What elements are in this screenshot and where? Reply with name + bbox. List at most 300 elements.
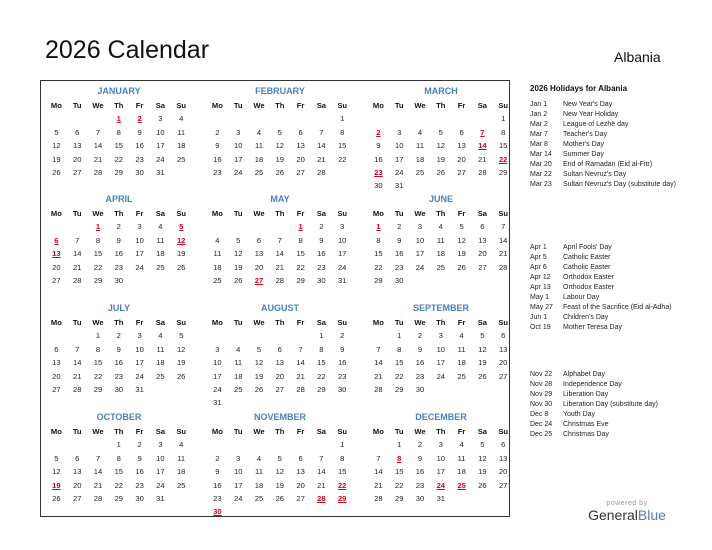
holiday-date: Mar 2 [530, 121, 548, 128]
weekday-header: Su [498, 101, 509, 110]
day-cell: 3 [158, 440, 163, 450]
empty-cell [472, 112, 493, 125]
weekday-header: Su [176, 318, 187, 327]
empty-cell [67, 329, 88, 342]
weekday-header: Mo [372, 101, 384, 110]
holiday-date: Jan 1 [530, 101, 548, 108]
month-october [46, 411, 192, 505]
day-cell: 18 [254, 480, 264, 490]
weekday-header: Sa [316, 318, 327, 327]
holiday-item [530, 263, 702, 273]
day-cell: 7 [319, 453, 324, 463]
day-cell: 13 [72, 141, 82, 151]
holiday-item [530, 430, 702, 440]
day-cell: 19 [176, 249, 186, 259]
day-cell: 18 [457, 467, 466, 477]
day-cell: 24 [233, 493, 243, 503]
holiday-day-cell: 28 [317, 493, 326, 503]
month-grid [46, 316, 192, 396]
day-cell: 17 [415, 249, 425, 259]
weekday-header: We [414, 209, 426, 218]
month-march [368, 85, 514, 193]
day-cell: 9 [137, 127, 142, 137]
day-cell: 22 [337, 154, 347, 164]
day-cell: 4 [417, 127, 423, 137]
day-cell: 10 [233, 467, 243, 477]
holiday-day-cell: 13 [52, 249, 61, 259]
holiday-list [530, 84, 702, 438]
day-cell: 15 [374, 249, 383, 259]
day-cell: 3 [158, 114, 163, 124]
holiday-date: Dec 8 [530, 411, 549, 418]
holiday-day-cell: 19 [52, 480, 61, 490]
day-cell: 29 [93, 275, 103, 285]
weekday-header: Sa [316, 427, 327, 436]
day-cell: 26 [457, 262, 466, 272]
day-cell: 26 [254, 384, 264, 394]
holiday-name: League of Lezhë day [563, 121, 629, 128]
day-cell: 16 [114, 249, 124, 259]
holiday-name: Labour Day [563, 294, 600, 301]
holiday-date: Apr 13 [530, 284, 551, 291]
day-cell: 1 [397, 440, 402, 450]
day-cell: 6 [501, 440, 506, 450]
day-cell: 8 [95, 344, 101, 354]
brand-logo [582, 500, 672, 523]
day-cell: 6 [75, 453, 80, 463]
day-cell: 27 [72, 493, 82, 503]
day-cell: 9 [417, 344, 423, 354]
holiday-date: May 27 [530, 304, 553, 311]
country-label: Albania [614, 49, 661, 65]
day-cell: 28 [93, 493, 103, 503]
weekday-header: Fr [135, 101, 144, 110]
weekday-header: We [253, 101, 265, 110]
day-cell: 10 [135, 344, 144, 354]
day-cell: 4 [256, 453, 262, 463]
holiday-date: Dec 25 [530, 431, 553, 438]
holiday-date: Mar 20 [530, 161, 552, 168]
month-name: AUGUST [261, 303, 299, 313]
day-cell: 13 [478, 235, 487, 245]
day-cell: 31 [337, 275, 347, 285]
day-cell: 28 [317, 167, 326, 177]
day-cell: 11 [156, 344, 165, 354]
day-cell: 4 [459, 440, 464, 450]
day-cell: 8 [501, 127, 506, 137]
holiday-date: May 1 [530, 294, 550, 301]
weekday-header: Tu [233, 209, 243, 218]
empty-cell [46, 329, 67, 342]
weekday-header: Tu [72, 101, 82, 110]
day-cell: 8 [376, 235, 381, 245]
empty-cell [228, 329, 249, 342]
weekday-header: We [414, 101, 426, 110]
day-cell: 29 [317, 384, 326, 394]
day-cell: 5 [256, 344, 262, 354]
holiday-item [530, 170, 702, 180]
empty-cell [228, 112, 249, 125]
holiday-date: Jan 2 [530, 111, 548, 118]
day-cell: 7 [75, 235, 80, 245]
day-cell: 1 [319, 331, 324, 341]
day-cell: 6 [75, 127, 80, 137]
day-cell: 25 [457, 371, 466, 381]
weekday-header: Su [176, 209, 187, 218]
weekday-header: Mo [211, 427, 223, 436]
day-cell: 21 [93, 480, 103, 490]
day-cell: 9 [340, 344, 345, 354]
weekday-header: Sa [477, 209, 488, 218]
empty-cell [389, 112, 410, 125]
day-cell: 9 [319, 235, 324, 245]
day-cell: 12 [275, 467, 285, 477]
holiday-date: Nov 28 [530, 381, 553, 388]
day-cell: 24 [156, 154, 165, 164]
day-cell: 1 [340, 114, 345, 124]
day-cell: 24 [415, 262, 425, 272]
day-cell: 16 [213, 154, 222, 164]
holiday-list-title: 2026 Holidays for Albania [530, 84, 628, 93]
day-cell: 10 [436, 344, 446, 354]
empty-cell [368, 438, 389, 451]
weekday-header: Mo [372, 427, 384, 436]
day-cell: 3 [397, 127, 402, 137]
day-cell: 23 [415, 480, 425, 490]
empty-cell [67, 112, 88, 125]
day-cell: 30 [415, 384, 425, 394]
day-cell: 23 [135, 154, 144, 164]
holiday-item [530, 390, 702, 400]
day-cell: 28 [93, 167, 103, 177]
empty-cell [249, 112, 270, 125]
day-cell: 17 [135, 249, 144, 259]
day-cell: 23 [114, 262, 124, 272]
day-cell: 18 [176, 141, 186, 151]
day-cell: 5 [277, 127, 282, 137]
holiday-name: Christmas Day [563, 431, 609, 438]
weekday-header: Mo [50, 427, 62, 436]
day-cell: 26 [436, 167, 446, 177]
day-cell: 13 [72, 467, 82, 477]
empty-cell [207, 220, 228, 233]
month-grid [368, 316, 514, 396]
day-cell: 2 [215, 127, 220, 137]
day-cell: 23 [114, 371, 124, 381]
day-cell: 18 [176, 467, 186, 477]
day-cell: 14 [374, 467, 383, 477]
holiday-name: New Year's Day [563, 101, 613, 108]
day-cell: 25 [156, 262, 165, 272]
day-cell: 21 [296, 371, 305, 381]
day-cell: 5 [236, 235, 241, 245]
weekday-header: Sa [477, 101, 488, 110]
brand-name-b: Blue [637, 507, 666, 523]
day-cell: 2 [116, 331, 121, 341]
day-cell: 20 [296, 154, 305, 164]
day-cell: 21 [275, 262, 285, 272]
weekday-header: Th [114, 427, 124, 436]
day-cell: 12 [52, 467, 61, 477]
day-cell: 3 [438, 440, 443, 450]
day-cell: 27 [296, 167, 305, 177]
day-cell: 12 [436, 141, 446, 151]
day-cell: 24 [135, 371, 144, 381]
day-cell: 11 [213, 249, 222, 259]
day-cell: 22 [394, 480, 404, 490]
day-cell: 9 [116, 235, 121, 245]
day-cell: 2 [215, 453, 220, 463]
day-cell: 24 [436, 371, 446, 381]
day-cell: 11 [457, 344, 466, 354]
day-cell: 16 [415, 358, 425, 368]
day-cell: 18 [415, 154, 425, 164]
month-december [368, 411, 514, 505]
day-cell: 29 [296, 275, 305, 285]
day-cell: 5 [277, 453, 282, 463]
day-cell: 9 [116, 344, 121, 354]
day-cell: 30 [135, 167, 144, 177]
day-cell: 5 [179, 331, 184, 341]
day-cell: 29 [374, 275, 383, 285]
holiday-name: Catholic Easter [563, 254, 611, 261]
day-cell: 10 [337, 235, 347, 245]
weekday-header: Sa [155, 101, 166, 110]
day-cell: 26 [478, 480, 487, 490]
holiday-day-cell: 1 [116, 114, 121, 124]
day-cell: 15 [394, 358, 404, 368]
day-cell: 16 [415, 467, 425, 477]
holiday-date: Mar 22 [530, 171, 552, 178]
day-cell: 26 [275, 167, 285, 177]
day-cell: 4 [438, 222, 443, 232]
day-cell: 28 [72, 275, 82, 285]
weekday-header: Fr [296, 209, 305, 218]
holiday-day-cell: 22 [498, 154, 508, 164]
day-cell: 14 [93, 141, 103, 151]
day-cell: 18 [254, 154, 264, 164]
day-cell: 24 [233, 167, 243, 177]
day-cell: 8 [340, 127, 345, 137]
day-cell: 30 [337, 384, 347, 394]
holiday-day-cell: 12 [176, 235, 186, 245]
day-cell: 22 [374, 262, 383, 272]
weekday-header: Tu [72, 318, 82, 327]
holiday-day-cell: 27 [254, 275, 264, 285]
weekday-header: Mo [50, 209, 62, 218]
day-cell: 12 [275, 141, 285, 151]
holiday-item [530, 150, 702, 160]
day-cell: 13 [296, 467, 305, 477]
holiday-day-cell: 23 [374, 167, 383, 177]
day-cell: 20 [275, 371, 285, 381]
day-cell: 2 [319, 222, 324, 232]
day-cell: 19 [176, 358, 186, 368]
empty-cell [290, 329, 311, 342]
holiday-day-cell: 14 [478, 141, 487, 151]
holiday-item [530, 323, 702, 333]
weekday-header: Tu [394, 101, 404, 110]
holiday-group [530, 370, 702, 440]
month-november [207, 411, 353, 519]
weekday-header: Su [176, 427, 187, 436]
month-grid [46, 425, 192, 505]
day-cell: 3 [438, 331, 443, 341]
day-cell: 2 [417, 440, 423, 450]
day-cell: 29 [93, 384, 103, 394]
day-cell: 26 [52, 493, 61, 503]
day-cell: 6 [277, 344, 282, 354]
day-cell: 31 [156, 493, 165, 503]
weekday-header: Sa [155, 209, 166, 218]
day-cell: 8 [319, 344, 324, 354]
day-cell: 31 [135, 384, 144, 394]
day-cell: 30 [415, 493, 425, 503]
day-cell: 16 [317, 249, 326, 259]
weekday-header: Sa [316, 209, 327, 218]
day-cell: 22 [317, 371, 326, 381]
day-cell: 26 [233, 275, 243, 285]
weekday-header: Mo [50, 101, 62, 110]
day-cell: 22 [296, 262, 305, 272]
holiday-date: Mar 14 [530, 151, 552, 158]
day-cell: 21 [374, 371, 383, 381]
holiday-name: Mother's Day [563, 141, 605, 148]
day-cell: 29 [114, 493, 124, 503]
day-cell: 13 [254, 249, 264, 259]
day-cell: 10 [436, 453, 446, 463]
holiday-day-cell: 6 [54, 235, 59, 245]
day-cell: 8 [340, 453, 345, 463]
weekday-header: We [414, 427, 426, 436]
day-cell: 27 [52, 275, 61, 285]
empty-cell [46, 112, 67, 125]
brand-name-a: General [588, 507, 638, 523]
holiday-name: Catholic Easter [563, 264, 611, 271]
empty-cell [311, 438, 332, 451]
day-cell: 6 [256, 235, 262, 245]
day-cell: 6 [459, 127, 464, 137]
day-cell: 2 [340, 331, 345, 341]
day-cell: 14 [72, 358, 82, 368]
day-cell: 28 [374, 493, 383, 503]
calendar-frame [40, 80, 510, 517]
day-cell: 9 [215, 467, 220, 477]
holiday-item [530, 110, 702, 120]
month-name: APRIL [105, 194, 133, 204]
weekday-header: Fr [457, 427, 466, 436]
holiday-item [530, 140, 702, 150]
powered-by-text: powered by [606, 500, 648, 507]
weekday-header: Tu [394, 318, 404, 327]
holiday-name: Youth Day [563, 411, 596, 418]
weekday-header: We [92, 101, 104, 110]
day-cell: 16 [374, 154, 383, 164]
day-cell: 22 [114, 154, 124, 164]
day-cell: 15 [337, 141, 347, 151]
weekday-header: Fr [296, 101, 305, 110]
day-cell: 1 [397, 331, 402, 341]
day-cell: 23 [213, 493, 222, 503]
day-cell: 29 [394, 493, 404, 503]
day-cell: 26 [176, 262, 186, 272]
weekday-header: Su [337, 209, 348, 218]
weekday-header: Th [275, 318, 285, 327]
day-cell: 16 [114, 358, 124, 368]
month-grid [207, 316, 353, 410]
day-cell: 10 [135, 235, 144, 245]
day-cell: 4 [215, 235, 220, 245]
day-cell: 25 [176, 480, 186, 490]
holiday-day-cell: 1 [95, 222, 101, 232]
holiday-name: Orthodox Easter [563, 274, 614, 281]
month-grid [207, 99, 353, 179]
day-cell: 31 [213, 398, 222, 408]
day-cell: 4 [256, 127, 262, 137]
day-cell: 6 [501, 331, 506, 341]
weekday-header: Mo [372, 209, 384, 218]
day-cell: 22 [93, 371, 103, 381]
empty-cell [311, 112, 332, 125]
day-cell: 7 [501, 222, 506, 232]
weekday-header: We [253, 209, 265, 218]
day-cell: 2 [417, 331, 423, 341]
empty-cell [67, 438, 88, 451]
day-cell: 17 [233, 154, 243, 164]
weekday-header: Su [337, 427, 348, 436]
day-cell: 27 [52, 384, 61, 394]
day-cell: 1 [340, 440, 345, 450]
weekday-header: Th [436, 427, 446, 436]
day-cell: 21 [93, 154, 103, 164]
day-cell: 9 [417, 453, 423, 463]
holiday-item [530, 283, 702, 293]
holiday-date: Apr 1 [530, 244, 547, 251]
empty-cell [269, 220, 290, 233]
day-cell: 20 [72, 480, 82, 490]
day-cell: 8 [298, 235, 303, 245]
holiday-item [530, 400, 702, 410]
day-cell: 13 [296, 141, 305, 151]
day-cell: 17 [135, 358, 144, 368]
holiday-name: Mother Teresa Day [563, 324, 623, 331]
holiday-item [530, 243, 702, 253]
empty-cell [207, 112, 228, 125]
weekday-header: We [414, 318, 426, 327]
day-cell: 15 [114, 141, 124, 151]
day-cell: 7 [277, 235, 282, 245]
day-cell: 20 [478, 249, 487, 259]
day-cell: 8 [95, 235, 101, 245]
day-cell: 28 [374, 384, 383, 394]
day-cell: 2 [116, 222, 121, 232]
weekday-header: Su [337, 318, 348, 327]
holiday-day-cell: 29 [337, 493, 347, 503]
day-cell: 8 [116, 453, 121, 463]
day-cell: 20 [72, 154, 82, 164]
day-cell: 31 [394, 181, 404, 191]
day-cell: 27 [478, 262, 487, 272]
day-cell: 22 [114, 480, 124, 490]
day-cell: 17 [337, 249, 347, 259]
holiday-name: Alphabet Day [563, 371, 606, 378]
weekday-header: Fr [296, 427, 305, 436]
day-cell: 1 [501, 114, 506, 124]
day-cell: 23 [317, 262, 326, 272]
holiday-name: Children's Day [563, 314, 609, 321]
month-name: OCTOBER [96, 412, 142, 422]
weekday-header: Tu [233, 101, 243, 110]
